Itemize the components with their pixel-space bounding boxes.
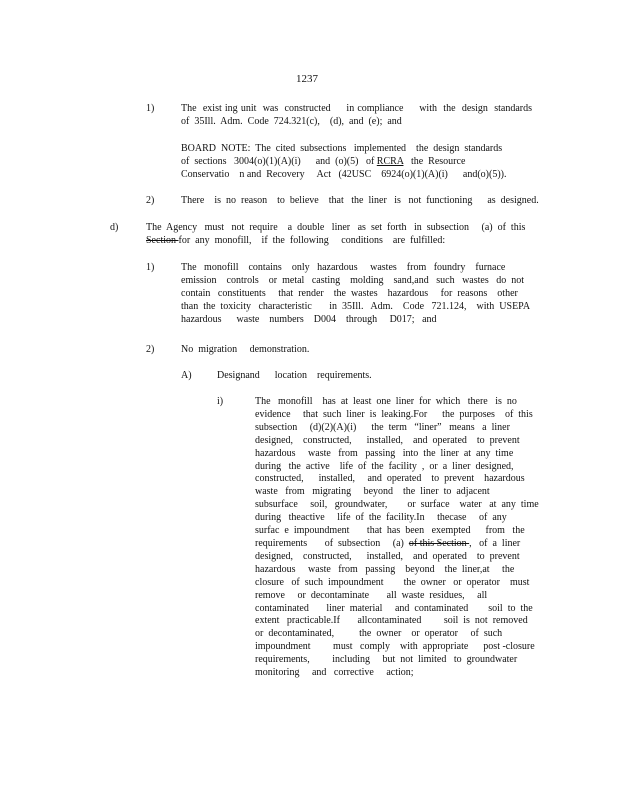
d1-line: contain constituents that render the wastes hazardous for reasons other: [181, 287, 518, 299]
board-note-line: BOARD NOTE: The cited subsections implemented the design standards: [181, 143, 503, 154]
dA-label: A): [181, 370, 192, 381]
di-line: contaminated liner material and contaminated soil to the: [255, 602, 533, 614]
d2-line: No migration demonstration.: [181, 344, 310, 355]
d1-line: emission controls or metal casting molding sand,and such wastes do not: [181, 274, 525, 286]
deleted-text: of this Section: [408, 537, 470, 549]
section-d-text-rest: for any monofill, if the following conditions are fulfilled:: [178, 234, 446, 246]
rcra-reference: RCRA: [376, 155, 404, 167]
d1-text: [181, 262, 532, 327]
di-line: subsection (d)(2)(A)(i) the term “liner” means a liner: [255, 421, 510, 433]
di-line: during theactive life of the facility.In thecase of any: [255, 512, 507, 524]
item-1-text: [181, 103, 532, 129]
page-number: 1237: [296, 73, 318, 85]
d1-label: 1): [146, 262, 155, 273]
di-line: closure of such impoundment the owner or operator must: [255, 576, 530, 588]
item-2-line: There is no reason to believe that the liner is not functioning as designed.: [181, 195, 539, 206]
di-text-post: , of a liner: [469, 537, 521, 549]
di-line: evidence that such liner is leaking.For the purposes of this: [255, 408, 533, 420]
dA-text: [217, 370, 532, 383]
board-note: [181, 143, 532, 182]
board-note-line: Conservatio n and Recovery Act (42USC 6924(o)(1)(A)(i) and(o)(5)).: [181, 168, 507, 180]
di-line: during the active life of the facility , or a liner designed,: [255, 460, 514, 472]
di-line: remove or decontaminate all waste residues, all: [255, 589, 488, 601]
item-1-line: The exist ing unit was constructed in compliance with the design standards: [181, 103, 532, 114]
item-1-label: 1): [146, 103, 155, 114]
di-line: constructed, installed, and operated to prevent hazardous: [255, 473, 525, 485]
section-d-line: [146, 235, 532, 248]
di-line: designed, constructed, installed, and operated to prevent: [255, 550, 520, 562]
board-note-line: [181, 156, 532, 169]
di-line: or decontaminated, the owner or operator of such: [255, 628, 503, 640]
deleted-text: Section: [146, 234, 179, 246]
item-1-line: of 35Ill. Adm. Code 724.321(c), (d), and (e); and: [181, 115, 402, 127]
d1-line: The monofill contains only hazardous wastes from foundry furnace: [181, 262, 506, 273]
di-text-pre: requirements of subsection (a): [255, 537, 409, 549]
board-note-text: of sections 3004(o)(1)(A)(i) and (o)(5) of: [181, 155, 377, 167]
di-line: subsurface soil, groundwater, or surface water at any time: [255, 499, 539, 511]
di-text: [255, 396, 539, 680]
d2-text: [181, 344, 532, 357]
di-line: The monofill has at least one liner for which there is no: [255, 396, 517, 407]
d1-line: hazardous waste numbers D004 through D017; and: [181, 313, 437, 325]
di-label: i): [217, 396, 224, 407]
di-line: designed, constructed, installed, and operated to prevent: [255, 434, 520, 446]
di-line: monitoring and corrective action;: [255, 667, 414, 679]
di-line: impoundment must comply with appropriate post -closure: [255, 641, 535, 653]
di-line: hazardous waste from passing beyond the liner,at the: [255, 563, 515, 575]
item-2-text: [181, 195, 539, 208]
dA-line: Designand location requirements.: [217, 370, 372, 381]
d1-line: than the toxicity characteristic in 35Ill. Adm. Code 721.124, with USEPA: [181, 300, 531, 312]
di-line: [255, 538, 532, 551]
section-d-label: d): [110, 222, 119, 233]
item-2-label: 2): [146, 195, 155, 206]
di-line: extent practicable.If allcontaminated soil is not removed: [255, 615, 528, 627]
section-d-text: [146, 222, 532, 248]
d2-label: 2): [146, 344, 155, 355]
di-line: requirements, including but not limited to groundwater: [255, 654, 518, 666]
board-note-text: the Resource: [403, 155, 466, 167]
di-line: hazardous waste from passing into the liner at any time: [255, 447, 514, 459]
section-d-line: The Agency must not require a double liner as set forth in subsection (a) of this: [146, 222, 526, 233]
di-line: surfac e impoundment that has been exempted from the: [255, 525, 525, 537]
di-line: waste from migrating beyond the liner to adjacent: [255, 486, 490, 498]
